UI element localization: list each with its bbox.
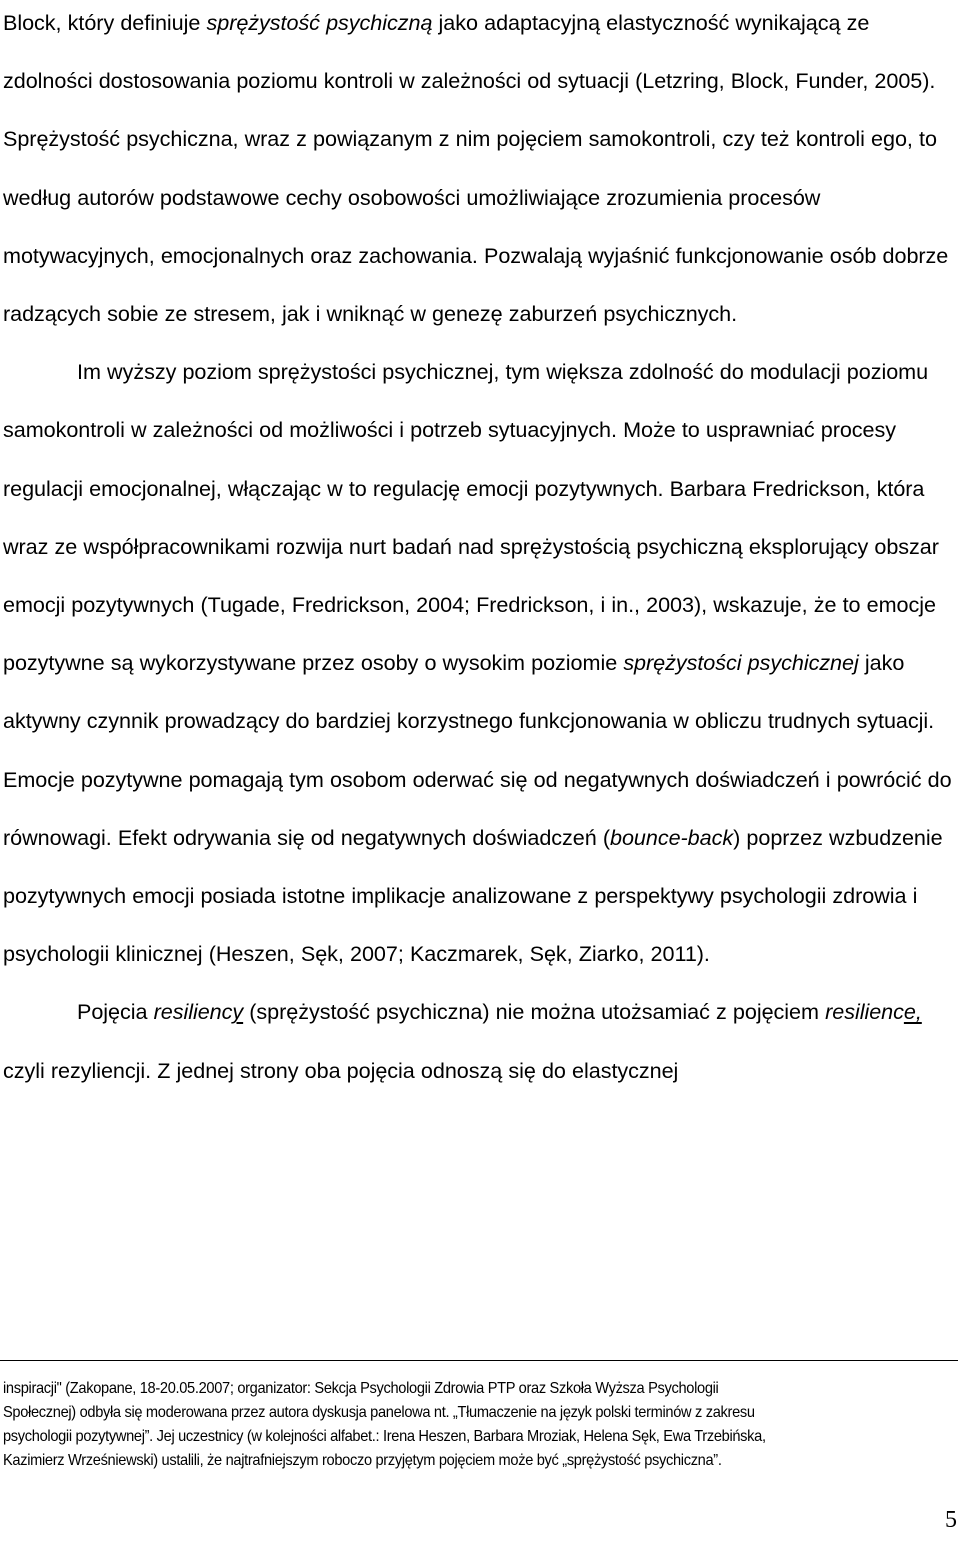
p3-term-2-main: resilienc (825, 999, 904, 1025)
footnote-line-2: Społecznej) odbyła się moderowana przez autora dyskusja panelowa nt. „Tłumaczenie na język polski terminów z zakresu (3, 1404, 755, 1421)
page-number: 5 (945, 1507, 957, 1533)
p3-term-1-underlined: y (232, 999, 244, 1025)
paragraph-1 (3, 0, 953, 343)
footnote-line-4: Kazimierz Wrześniewski) ustalili, że najtrafniejszym roboczo przyjętym pojęciem może być „sprężystość psychiczna”. (3, 1452, 722, 1469)
p3-italic-term-1 (154, 999, 244, 1024)
p3-text-c: czyli rezyliencji. Z jednej strony oba pojęcia odnoszą się do elastycznej (3, 1057, 679, 1083)
p3-term-2-underlined: e, (903, 999, 922, 1025)
footnote-separator (0, 1360, 958, 1361)
footnote-line-1: inspiracji" (Zakopane, 18-20.05.2007; organizator: Sekcja Psychologii Zdrowia PTP oraz Szkoła Wyższa Psychologii (3, 1380, 719, 1397)
p1-text-start: Block, który definiuje (3, 10, 207, 35)
paragraph-3 (3, 983, 953, 1099)
p2-italic-term-2: bounce-back (610, 824, 734, 850)
footnote (3, 1377, 882, 1473)
p1-text-rest: jako adaptacyjną elastyczność wynikającą ze zdolności dostosowania poziomu kontroli w zależności od sytuacji (Letzring, Block, Funder, 2005). Sprężystość psychiczna, wraz z powiązanym z nim pojęciem samokontroli, czy też kontroli ego, to według autorów podstawowe cechy osobowości umożliwiające zrozumienia procesów motywacyjnych, emocjonalnych oraz zachowania. Pozwalają wyjaśnić funkcjonowanie osób dobrze radzących sobie ze stresem, jak i wniknąć w genezę zaburzeń psychicznych. (3, 10, 949, 327)
p3-italic-term-2 (825, 999, 922, 1024)
footnote-line-3: psychologii pozytywnej”. Jej uczestnicy (w kolejności alfabet.: Irena Heszen, Barbara Mroziak, Helena Sęk, Ewa Trzebińska, (3, 1428, 766, 1445)
p1-italic-term: sprężystość psychiczną (206, 10, 433, 35)
p3-term-1-main: resilienc (153, 999, 233, 1025)
p2-text-a: Im wyższy poziom sprężystości psychicznej, tym większa zdolność do modulacji poziomu samokontroli w zależności od możliwości i potrzeb sytuacyjnych. Może to usprawniać procesy regulacji emocjonalnej, włączając w to regulację emocji pozytywnych. Barbara Fredrickson, która wraz ze współpracownikami rozwija nurt badań nad sprężystością psychiczną eksplorujący obszar emocji pozytywnych (Tugade, Fredrickson, 2004; Fredrickson, i in., 2003), wskazuje, że to emocje pozytywne są wykorzystywane przez osoby o wysokim poziomie (3, 359, 939, 676)
p3-text-a: Pojęcia (77, 999, 154, 1025)
p3-text-b: (sprężystość psychiczna) nie można utożsamiać z pojęciem (243, 999, 826, 1025)
body-text (3, 0, 953, 1100)
p2-text-b: jako aktywny czynnik prowadzący do bardziej korzystnego funkcjonowania w obliczu trudnych sytuacji. Emocje pozytywne pomagają tym osobom oderwać się od negatywnych doświadczeń i powrócić do równowagi. Efekt odrywania się od negatywnych doświadczeń ( (3, 650, 952, 850)
paragraph-2 (3, 343, 953, 983)
p2-text-c: ) poprzez wzbudzenie pozytywnych emocji posiada istotne implikacje analizowane z perspektywy psychologii zdrowia i psychologii klinicznej (Heszen, Sęk, 2007; Kaczmarek, Sęk, Ziarko, 2011). (3, 824, 943, 967)
p2-italic-term-1: sprężystości psychicznej (623, 650, 859, 676)
